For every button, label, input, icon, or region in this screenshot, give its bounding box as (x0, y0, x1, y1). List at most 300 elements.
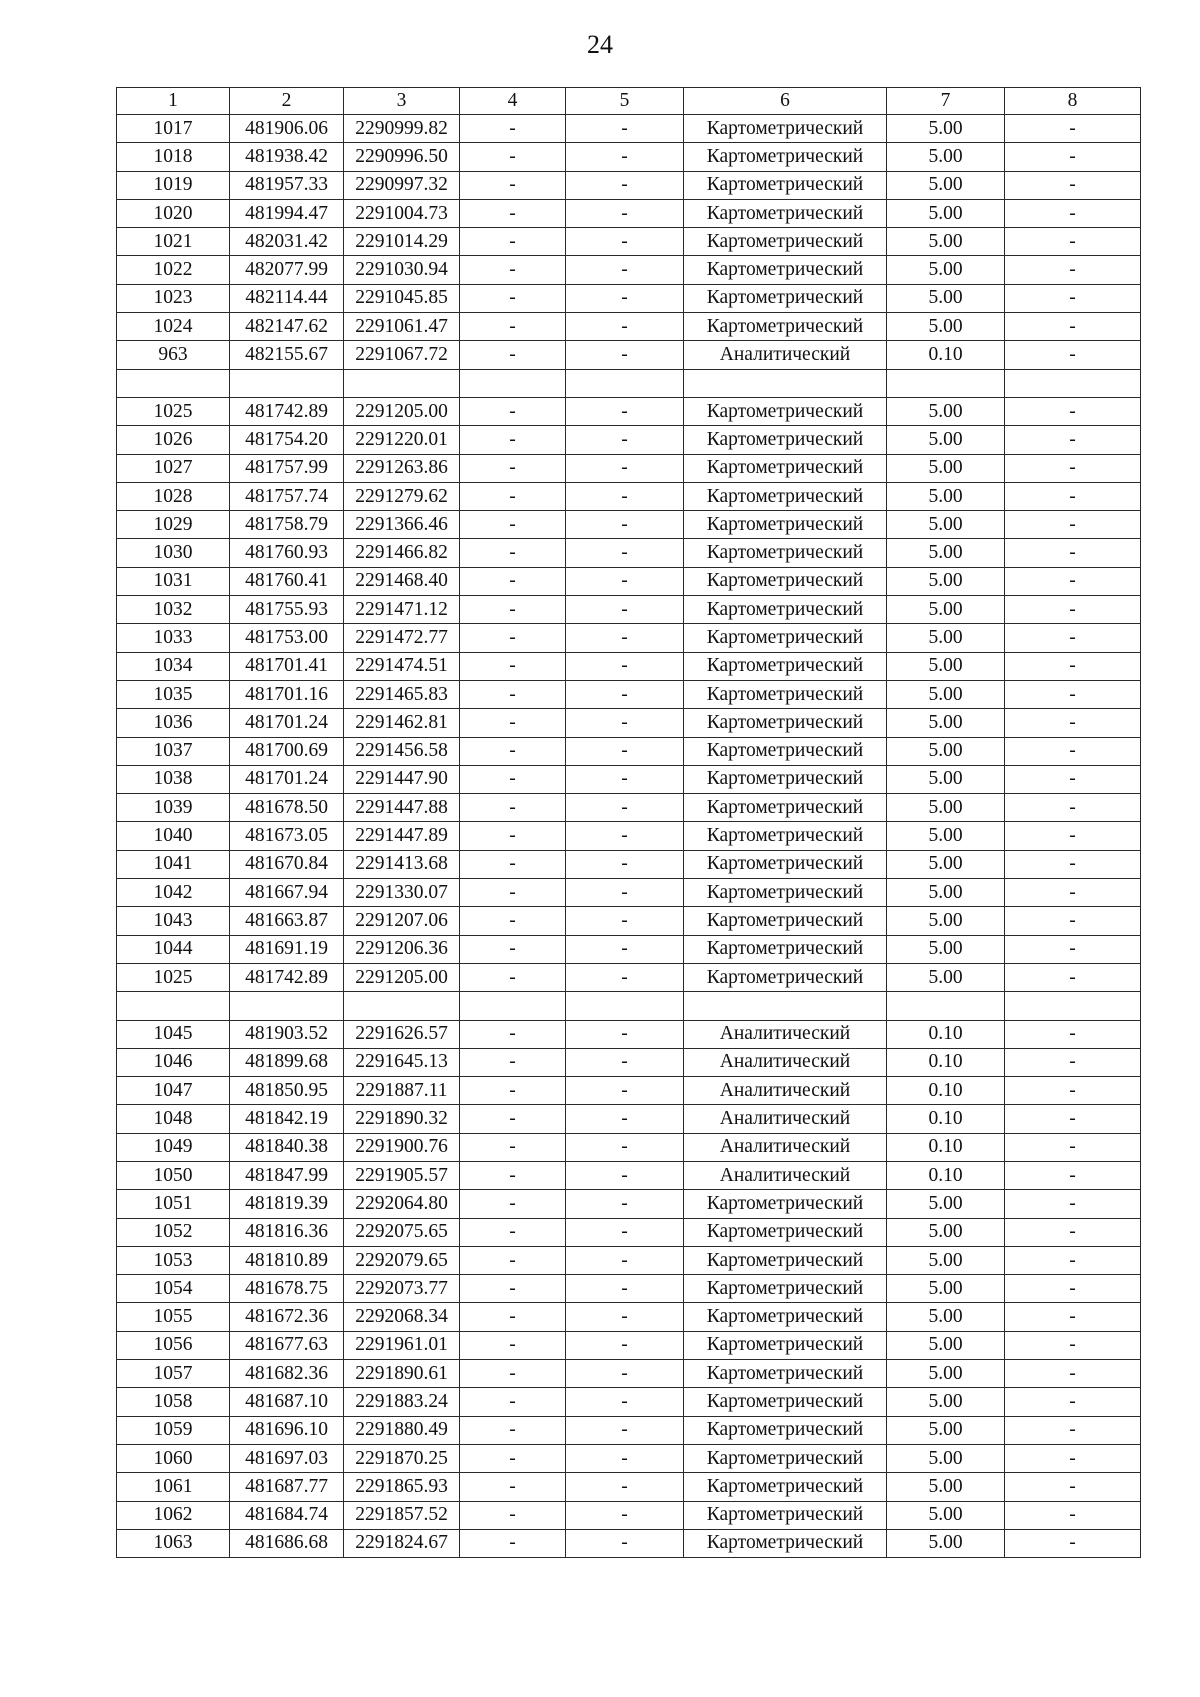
column-5-cell: - (566, 1416, 684, 1444)
method-cell: Картометрический (684, 1388, 887, 1416)
column-4-cell: - (460, 1275, 566, 1303)
y-coordinate-cell: 2292073.77 (344, 1275, 460, 1303)
table-row (117, 1133, 1141, 1161)
x-coordinate-cell: 482031.42 (230, 228, 344, 256)
table-row (117, 1246, 1141, 1274)
table-row (117, 737, 1141, 765)
column-5-cell: - (566, 822, 684, 850)
column-8-cell: - (1005, 1360, 1141, 1388)
column-8-cell: - (1005, 482, 1141, 510)
y-coordinate-cell: 2291447.89 (344, 822, 460, 850)
point-number-cell: 1034 (117, 652, 230, 680)
column-8-cell: - (1005, 907, 1141, 935)
column-8-cell: - (1005, 1501, 1141, 1529)
x-coordinate-cell: 482077.99 (230, 256, 344, 284)
table-row (117, 1501, 1141, 1529)
accuracy-cell: 0.10 (887, 341, 1005, 369)
column-8-cell: - (1005, 1218, 1141, 1246)
x-coordinate-cell: 481687.77 (230, 1473, 344, 1501)
point-number-cell: 1027 (117, 454, 230, 482)
x-coordinate-cell: 481701.24 (230, 709, 344, 737)
table-row (117, 199, 1141, 227)
table-row (117, 1077, 1141, 1105)
column-5-cell: - (566, 171, 684, 199)
column-8-cell: - (1005, 397, 1141, 425)
point-number-cell: 1031 (117, 567, 230, 595)
column-8-cell: - (1005, 1246, 1141, 1274)
column-4-cell: - (460, 1388, 566, 1416)
y-coordinate-cell: 2292064.80 (344, 1190, 460, 1218)
column-4-cell: - (460, 1501, 566, 1529)
column-8-cell: - (1005, 652, 1141, 680)
point-number-cell: 1028 (117, 482, 230, 510)
column-5-cell: - (566, 426, 684, 454)
y-coordinate-cell: 2291887.11 (344, 1077, 460, 1105)
y-coordinate-cell: 2291220.01 (344, 426, 460, 454)
x-coordinate-cell: 481847.99 (230, 1161, 344, 1189)
column-5-cell: - (566, 624, 684, 652)
accuracy-cell: 5.00 (887, 1473, 1005, 1501)
accuracy-cell: 5.00 (887, 1303, 1005, 1331)
table-row (117, 624, 1141, 652)
table-row (117, 1473, 1141, 1501)
column-4-cell: - (460, 426, 566, 454)
accuracy-cell: 5.00 (887, 482, 1005, 510)
table-row (117, 1190, 1141, 1218)
accuracy-cell: 5.00 (887, 228, 1005, 256)
y-coordinate-cell: 2291857.52 (344, 1501, 460, 1529)
column-8-cell: - (1005, 1105, 1141, 1133)
accuracy-cell: 5.00 (887, 680, 1005, 708)
x-coordinate-cell: 481686.68 (230, 1529, 344, 1557)
column-8-cell: - (1005, 737, 1141, 765)
x-coordinate-cell: 481755.93 (230, 596, 344, 624)
column-8-cell: - (1005, 794, 1141, 822)
y-coordinate-cell: 2291883.24 (344, 1388, 460, 1416)
point-number-cell: 1056 (117, 1331, 230, 1359)
y-coordinate-cell: 2291447.90 (344, 765, 460, 793)
point-number-cell: 1053 (117, 1246, 230, 1274)
column-8-cell: - (1005, 1048, 1141, 1076)
method-cell: Аналитический (684, 341, 887, 369)
accuracy-cell: 5.00 (887, 963, 1005, 991)
table-row (117, 1416, 1141, 1444)
y-coordinate-cell: 2292068.34 (344, 1303, 460, 1331)
column-4-cell: - (460, 482, 566, 510)
method-cell: Картометрический (684, 1190, 887, 1218)
accuracy-cell: 5.00 (887, 199, 1005, 227)
method-cell: Картометрический (684, 482, 887, 510)
accuracy-cell: 5.00 (887, 567, 1005, 595)
point-number-cell: 1036 (117, 709, 230, 737)
column-4-cell: - (460, 256, 566, 284)
accuracy-cell: 5.00 (887, 850, 1005, 878)
column-8-cell: - (1005, 822, 1141, 850)
x-coordinate-cell: 481906.06 (230, 115, 344, 143)
method-cell: Картометрический (684, 313, 887, 341)
table-row (117, 511, 1141, 539)
accuracy-cell: 5.00 (887, 171, 1005, 199)
accuracy-cell: 5.00 (887, 907, 1005, 935)
column-4-cell: - (460, 1190, 566, 1218)
column-5-cell: - (566, 199, 684, 227)
column-4-cell: - (460, 680, 566, 708)
x-coordinate-cell: 481663.87 (230, 907, 344, 935)
column-5-cell: - (566, 1275, 684, 1303)
method-cell: Картометрический (684, 680, 887, 708)
y-coordinate-cell: 2290996.50 (344, 143, 460, 171)
column-4-cell: - (460, 850, 566, 878)
column-4-cell: - (460, 1360, 566, 1388)
column-8-cell: - (1005, 115, 1141, 143)
y-coordinate-cell: 2291474.51 (344, 652, 460, 680)
method-cell: Картометрический (684, 256, 887, 284)
point-number-cell: 1022 (117, 256, 230, 284)
table-row (117, 171, 1141, 199)
x-coordinate-cell: 481903.52 (230, 1020, 344, 1048)
point-number-cell: 1018 (117, 143, 230, 171)
table-row (117, 709, 1141, 737)
point-number-cell: 1059 (117, 1416, 230, 1444)
point-number-cell: 1054 (117, 1275, 230, 1303)
method-cell: Картометрический (684, 567, 887, 595)
column-header: 2 (230, 88, 344, 115)
accuracy-cell: 5.00 (887, 624, 1005, 652)
column-5-cell: - (566, 1190, 684, 1218)
table-row (117, 1048, 1141, 1076)
table-row (117, 1529, 1141, 1557)
column-header: 1 (117, 88, 230, 115)
column-8-cell (1005, 369, 1141, 397)
accuracy-cell: 5.00 (887, 397, 1005, 425)
point-number-cell: 1046 (117, 1048, 230, 1076)
method-cell: Картометрический (684, 1501, 887, 1529)
column-4-cell: - (460, 1416, 566, 1444)
x-coordinate-cell: 481758.79 (230, 511, 344, 539)
method-cell: Картометрический (684, 1416, 887, 1444)
table-row (117, 313, 1141, 341)
column-5-cell: - (566, 313, 684, 341)
y-coordinate-cell: 2291471.12 (344, 596, 460, 624)
y-coordinate-cell: 2291447.88 (344, 794, 460, 822)
accuracy-cell: 0.10 (887, 1133, 1005, 1161)
column-8-cell (1005, 992, 1141, 1020)
y-coordinate-cell: 2291030.94 (344, 256, 460, 284)
table-row (117, 426, 1141, 454)
column-8-cell: - (1005, 709, 1141, 737)
accuracy-cell: 5.00 (887, 143, 1005, 171)
point-number-cell: 1021 (117, 228, 230, 256)
column-5-cell: - (566, 1444, 684, 1472)
column-8-cell: - (1005, 1473, 1141, 1501)
column-5-cell: - (566, 1048, 684, 1076)
column-5-cell: - (566, 1077, 684, 1105)
point-number-cell: 1051 (117, 1190, 230, 1218)
column-8-cell: - (1005, 284, 1141, 312)
table-row (117, 963, 1141, 991)
accuracy-cell: 5.00 (887, 879, 1005, 907)
y-coordinate-cell: 2291206.36 (344, 935, 460, 963)
table-row (117, 596, 1141, 624)
point-number-cell: 1037 (117, 737, 230, 765)
column-4-cell (460, 369, 566, 397)
column-4-cell: - (460, 765, 566, 793)
x-coordinate-cell: 481670.84 (230, 850, 344, 878)
accuracy-cell: 5.00 (887, 1360, 1005, 1388)
x-coordinate-cell: 481701.16 (230, 680, 344, 708)
method-cell: Аналитический (684, 1161, 887, 1189)
point-number-cell: 1063 (117, 1529, 230, 1557)
x-coordinate-cell: 481691.19 (230, 935, 344, 963)
y-coordinate-cell: 2291366.46 (344, 511, 460, 539)
accuracy-cell: 5.00 (887, 1529, 1005, 1557)
accuracy-cell: 5.00 (887, 709, 1005, 737)
method-cell: Картометрический (684, 1303, 887, 1331)
accuracy-cell: 5.00 (887, 1275, 1005, 1303)
point-number-cell: 1055 (117, 1303, 230, 1331)
y-coordinate-cell: 2291961.01 (344, 1331, 460, 1359)
accuracy-cell: 5.00 (887, 1190, 1005, 1218)
table-body (117, 88, 1141, 1558)
x-coordinate-cell: 482155.67 (230, 341, 344, 369)
column-header: 4 (460, 88, 566, 115)
column-8-cell: - (1005, 596, 1141, 624)
x-coordinate-cell: 481850.95 (230, 1077, 344, 1105)
column-5-cell: - (566, 850, 684, 878)
column-4-cell: - (460, 143, 566, 171)
column-4-cell: - (460, 539, 566, 567)
column-4-cell: - (460, 284, 566, 312)
point-number-cell: 1057 (117, 1360, 230, 1388)
column-4-cell: - (460, 1020, 566, 1048)
accuracy-cell: 5.00 (887, 539, 1005, 567)
x-coordinate-cell: 481701.24 (230, 765, 344, 793)
table-row (117, 341, 1141, 369)
y-coordinate-cell: 2291472.77 (344, 624, 460, 652)
accuracy-cell: 5.00 (887, 1246, 1005, 1274)
accuracy-cell: 5.00 (887, 596, 1005, 624)
coordinates-table (116, 87, 1141, 1558)
point-number-cell: 1062 (117, 1501, 230, 1529)
point-number-cell: 1058 (117, 1388, 230, 1416)
x-coordinate-cell: 481678.50 (230, 794, 344, 822)
table-row (117, 1161, 1141, 1189)
table-row (117, 1020, 1141, 1048)
column-8-cell: - (1005, 171, 1141, 199)
column-4-cell: - (460, 709, 566, 737)
x-coordinate-cell (230, 992, 344, 1020)
column-8-cell: - (1005, 454, 1141, 482)
table-row (117, 850, 1141, 878)
column-5-cell: - (566, 1473, 684, 1501)
column-8-cell: - (1005, 963, 1141, 991)
column-5-cell: - (566, 143, 684, 171)
y-coordinate-cell (344, 992, 460, 1020)
point-number-cell: 1020 (117, 199, 230, 227)
column-4-cell: - (460, 596, 566, 624)
column-8-cell: - (1005, 1020, 1141, 1048)
column-5-cell: - (566, 652, 684, 680)
column-8-cell: - (1005, 341, 1141, 369)
method-cell: Картометрический (684, 1360, 887, 1388)
x-coordinate-cell: 481678.75 (230, 1275, 344, 1303)
page-number: 24 (587, 30, 613, 59)
table-row (117, 369, 1141, 397)
accuracy-cell: 5.00 (887, 454, 1005, 482)
column-8-cell: - (1005, 426, 1141, 454)
column-8-cell: - (1005, 850, 1141, 878)
y-coordinate-cell: 2291263.86 (344, 454, 460, 482)
y-coordinate-cell: 2291900.76 (344, 1133, 460, 1161)
column-8-cell: - (1005, 1303, 1141, 1331)
column-4-cell: - (460, 1105, 566, 1133)
point-number-cell: 1043 (117, 907, 230, 935)
x-coordinate-cell: 481754.20 (230, 426, 344, 454)
method-cell: Картометрический (684, 935, 887, 963)
column-8-cell: - (1005, 1077, 1141, 1105)
point-number-cell (117, 369, 230, 397)
column-4-cell: - (460, 228, 566, 256)
column-8-cell: - (1005, 1133, 1141, 1161)
method-cell: Картометрический (684, 596, 887, 624)
column-4-cell: - (460, 511, 566, 539)
table-row (117, 680, 1141, 708)
x-coordinate-cell: 481667.94 (230, 879, 344, 907)
point-number-cell: 1035 (117, 680, 230, 708)
point-number-cell: 1052 (117, 1218, 230, 1246)
point-number-cell: 1033 (117, 624, 230, 652)
table-row (117, 907, 1141, 935)
column-5-cell: - (566, 680, 684, 708)
method-cell: Картометрический (684, 1444, 887, 1472)
accuracy-cell: 5.00 (887, 1388, 1005, 1416)
column-5-cell: - (566, 256, 684, 284)
column-5-cell: - (566, 397, 684, 425)
x-coordinate-cell: 481994.47 (230, 199, 344, 227)
method-cell: Аналитический (684, 1020, 887, 1048)
table-row (117, 115, 1141, 143)
column-5-cell: - (566, 1218, 684, 1246)
column-header: 8 (1005, 88, 1141, 115)
x-coordinate-cell: 481757.74 (230, 482, 344, 510)
point-number-cell: 1039 (117, 794, 230, 822)
y-coordinate-cell: 2290997.32 (344, 171, 460, 199)
column-header: 7 (887, 88, 1005, 115)
column-5-cell: - (566, 737, 684, 765)
x-coordinate-cell: 482147.62 (230, 313, 344, 341)
column-8-cell: - (1005, 539, 1141, 567)
method-cell: Картометрический (684, 511, 887, 539)
method-cell: Картометрический (684, 879, 887, 907)
column-5-cell: - (566, 1388, 684, 1416)
accuracy-cell: 5.00 (887, 737, 1005, 765)
point-number-cell: 1029 (117, 511, 230, 539)
point-number-cell: 1061 (117, 1473, 230, 1501)
y-coordinate-cell: 2291456.58 (344, 737, 460, 765)
accuracy-cell: 5.00 (887, 313, 1005, 341)
point-number-cell: 1025 (117, 397, 230, 425)
y-coordinate-cell: 2291468.40 (344, 567, 460, 595)
point-number-cell (117, 992, 230, 1020)
column-4-cell: - (460, 794, 566, 822)
column-4-cell: - (460, 1444, 566, 1472)
accuracy-cell: 5.00 (887, 284, 1005, 312)
method-cell: Картометрический (684, 1529, 887, 1557)
column-5-cell: - (566, 935, 684, 963)
column-4-cell: - (460, 907, 566, 935)
x-coordinate-cell: 481742.89 (230, 963, 344, 991)
column-5-cell: - (566, 1020, 684, 1048)
method-cell: Картометрический (684, 397, 887, 425)
point-number-cell: 1047 (117, 1077, 230, 1105)
x-coordinate-cell: 481957.33 (230, 171, 344, 199)
table-row (117, 454, 1141, 482)
table-row (117, 539, 1141, 567)
y-coordinate-cell: 2291205.00 (344, 963, 460, 991)
x-coordinate-cell: 481760.41 (230, 567, 344, 595)
column-5-cell: - (566, 1331, 684, 1359)
column-5-cell: - (566, 1529, 684, 1557)
point-number-cell: 1017 (117, 115, 230, 143)
column-8-cell: - (1005, 1529, 1141, 1557)
column-4-cell: - (460, 1331, 566, 1359)
column-8-cell: - (1005, 199, 1141, 227)
point-number-cell: 1040 (117, 822, 230, 850)
accuracy-cell: 5.00 (887, 652, 1005, 680)
x-coordinate-cell: 481840.38 (230, 1133, 344, 1161)
column-8-cell: - (1005, 143, 1141, 171)
x-coordinate-cell: 481696.10 (230, 1416, 344, 1444)
accuracy-cell: 0.10 (887, 1105, 1005, 1133)
column-5-cell: - (566, 879, 684, 907)
column-4-cell: - (460, 1077, 566, 1105)
column-4-cell: - (460, 822, 566, 850)
accuracy-cell: 5.00 (887, 511, 1005, 539)
column-4-cell: - (460, 341, 566, 369)
y-coordinate-cell: 2291045.85 (344, 284, 460, 312)
column-header: 6 (684, 88, 887, 115)
y-coordinate-cell: 2291279.62 (344, 482, 460, 510)
accuracy-cell: 5.00 (887, 1444, 1005, 1472)
column-5-cell: - (566, 709, 684, 737)
point-number-cell: 1041 (117, 850, 230, 878)
table-row (117, 765, 1141, 793)
point-number-cell: 1030 (117, 539, 230, 567)
method-cell: Картометрический (684, 228, 887, 256)
method-cell: Картометрический (684, 709, 887, 737)
y-coordinate-cell (344, 369, 460, 397)
x-coordinate-cell: 481757.99 (230, 454, 344, 482)
point-number-cell: 1042 (117, 879, 230, 907)
method-cell: Картометрический (684, 794, 887, 822)
point-number-cell: 1024 (117, 313, 230, 341)
table-row (117, 1105, 1141, 1133)
table-row (117, 935, 1141, 963)
accuracy-cell: 5.00 (887, 115, 1005, 143)
column-5-cell: - (566, 482, 684, 510)
column-4-cell: - (460, 652, 566, 680)
point-number-cell: 1038 (117, 765, 230, 793)
method-cell (684, 992, 887, 1020)
column-4-cell: - (460, 1246, 566, 1274)
table-row (117, 794, 1141, 822)
column-8-cell: - (1005, 1388, 1141, 1416)
column-4-cell: - (460, 171, 566, 199)
column-4-cell: - (460, 1218, 566, 1246)
column-5-cell: - (566, 907, 684, 935)
column-8-cell: - (1005, 256, 1141, 284)
table-row (117, 482, 1141, 510)
